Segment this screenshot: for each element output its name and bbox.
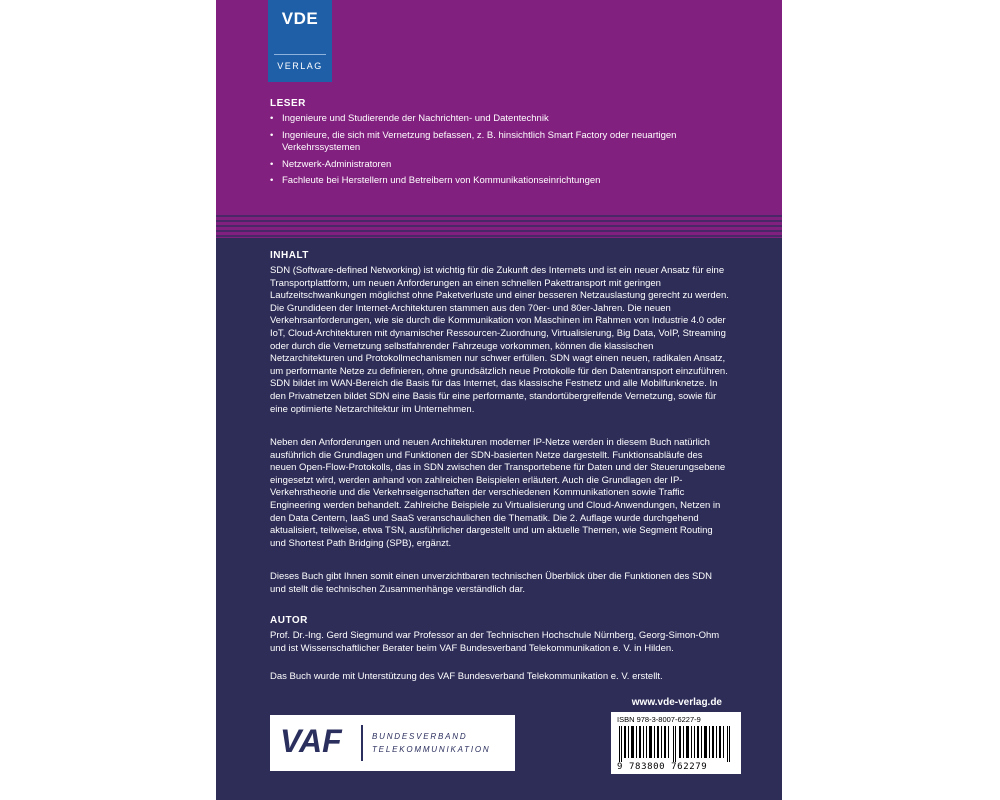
inhalt-paragraph-2: Neben den Anforderungen und neuen Architekturen moderner IP-Netze werden in diesem Buch natürlich ausführlich die Grundlagen und Funktionen der SDN-basierten Netze dargestellt. Funktionsabläufe des neuen Open-Flow-Protokolls, das in SDN zwischen der Transportebene für Daten und der Steuerungsebene eingesetzt wird, werden anhand von zahlreichen Beispielen erläutert. Auch die Grundlagen der IP-Verkehrstheorie und die Verkehrseigenschaften der verschiedenen Kommunikationen sowie Traffic Engineering werden behandelt. Zahlreiche Beispiele zu Virtualisierung und Cloud-Anwendungen, Netzen in den Data Centern, IaaS und SaaS veranschaulichen die Thematik. Die 2. Auflage wurde durchgehend aktualisiert, teilweise, etwa TSN, ausführlicher dargestellt und um aktuelle Themen, wie Segment Routing und Shortest Path Bridging (SPB), ergänzt. bbox=[270, 437, 726, 549]
leser-item-text: Netzwerk-Administratoren bbox=[282, 158, 392, 170]
vde-verlag-logo bbox=[268, 0, 332, 82]
vaf-logo bbox=[270, 715, 515, 771]
book-back-cover bbox=[216, 0, 782, 800]
leser-heading: LESER bbox=[270, 98, 306, 109]
leser-item-text: Ingenieure und Studierende der Nachrichten- und Datentechnik bbox=[282, 113, 549, 124]
logo-divider bbox=[274, 54, 326, 55]
vde-logo-text: VDE bbox=[281, 9, 319, 28]
inhalt-paragraph-1: SDN (Software-defined Networking) ist wichtig für die Zukunft des Internets und ist ein neuer Ansatz für eine Transportplattform, um neuen Anforderungen an einen schnellen Pakettransport mit geringen Laufzeitschwankungen möglichst ohne Paketverluste und einer besseren Netzauslastung gerecht zu werden. Die Grundideen der Internet-Architekturen stammen aus den 70er- und 80er-Jahren. Die neuen Verkehrsanforderungen, wie sie durch die Kommunikation von Maschinen im Rahmen von Industrie 4.0 oder IoT, Cloud-Architekturen mit dynamischer Ressourcen-Zuordnung, Virtualisierung, Big Data, VoIP, Streaming oder durch die Vernetzung selbstfahrender Fahrzeuge vorkommen, können die klassischen Netzarchitekturen und Protokollmechanismen nur schwer erfüllen. SDN wagt einen neuen, radikalen Ansatz, um performante Netze zu definieren, ohne grundsätzlich neue Protokolle für den Datentransport einzuführen. SDN bildet im WAN-Bereich die Basis für das Internet, das klassische Festnetz und alle Mobilfunknetze. In den Privatnetzen bildet SDN eine Basis für eine performante, standortübergreifende Vernetzung, sowie für eine optimierte Netzarchitektur im Unternehmen. bbox=[270, 265, 729, 415]
barcode-digits: 9 783800 762279 bbox=[617, 762, 708, 772]
autor-paragraph-2: Das Buch wurde mit Unterstützung des VAF Bundesverband Telekommunikation e. V. erstellt. bbox=[270, 671, 663, 682]
inhalt-paragraph-3: Dieses Buch gibt Ihnen somit einen unverzichtbaren technischen Überblick über die Funktionen des SDN und stellt die technischen Zusammenhänge verständlich dar. bbox=[270, 571, 712, 595]
stripe-divider bbox=[216, 212, 782, 238]
leser-item-text: Fachleute bei Herstellern und Betreibern von Kommunikationseinrichtungen bbox=[282, 175, 601, 186]
isbn-barcode bbox=[611, 712, 741, 774]
leser-item: • Ingenieure, die sich mit Vernetzung befassen, z. B. hinsichtlich Smart Factory oder neuartigen Verkehrssystemen bbox=[270, 129, 677, 153]
isbn-label: ISBN 978-3-8007-6227-9 bbox=[617, 715, 701, 724]
publisher-url: www.vde-verlag.de bbox=[631, 697, 722, 708]
leser-item: • Ingenieure und Studierende der Nachrichten- und Datentechnik bbox=[270, 113, 549, 124]
leser-item: • Fachleute bei Herstellern und Betreibern von Kommunikationseinrichtungen bbox=[270, 175, 601, 186]
autor-heading: AUTOR bbox=[270, 615, 308, 626]
vaf-logo-mark: VAF bbox=[280, 723, 342, 759]
verlag-logo-text: VERLAG bbox=[277, 61, 323, 71]
vaf-logo-line2: TELEKOMMUNIKATION bbox=[372, 745, 491, 754]
leser-list bbox=[270, 113, 740, 192]
inhalt-heading: INHALT bbox=[270, 250, 309, 261]
leser-item: • Netzwerk-Administratoren bbox=[270, 158, 392, 170]
leser-item-text: Ingenieure, die sich mit Vernetzung befassen, z. B. hinsichtlich Smart Factory oder neuartigen Verkehrssystemen bbox=[282, 129, 677, 153]
vaf-logo-divider bbox=[361, 725, 363, 761]
autor-paragraph-1: Prof. Dr.-Ing. Gerd Siegmund war Professor an der Technischen Hochschule Nürnberg, Georg-Simon-Ohm und ist Wissenschaftlicher Berater beim VAF Bundesverband Telekommunikation e. V. in Hilden. bbox=[270, 630, 720, 654]
barcode-bars bbox=[617, 726, 735, 762]
vaf-logo-line1: BUNDESVERBAND bbox=[372, 732, 468, 741]
